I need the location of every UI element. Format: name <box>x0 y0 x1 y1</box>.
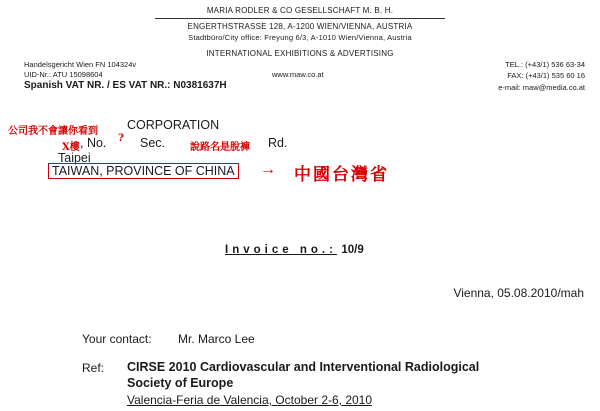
recipient-country: TAIWAN, PROVINCE OF CHINA <box>48 163 239 179</box>
handwritten-building: X樓 <box>62 142 80 153</box>
uid-number: UID-Nr.: ATU 15098604 <box>24 70 103 79</box>
recipient-city: Taipei <box>58 151 91 165</box>
handwritten-annotation: 中國台灣省 <box>294 165 389 185</box>
city-office: Stadtbüro/City office: Freyung 6/3, A-1010 Wien/Vienna, Austria <box>188 33 412 42</box>
recipient-number: , No. <box>80 136 107 150</box>
handwritten-company: 公司我不會讓你看到 <box>8 126 98 137</box>
vat-number: Spanish VAT NR. / ES VAT NR.: N0381637H <box>24 80 227 91</box>
contact-name: Mr. Marco Lee <box>178 332 255 346</box>
website: www.maw.co.at <box>272 70 324 79</box>
company-address: ENGERTHSTRASSE 128, A-1200 WIEN/VIENNA, AUSTRIA <box>187 22 413 31</box>
recipient-sec: Sec. <box>140 136 166 150</box>
reference-line-2: Society of Europe <box>127 376 234 390</box>
recipient-rd: Rd. <box>268 136 288 150</box>
header-divider <box>155 18 445 19</box>
invoice-number: 10/9 <box>341 244 364 256</box>
reference-line-1: CIRSE 2010 Cardiovascular and Interventional Radiological <box>127 360 480 374</box>
invoice-heading <box>225 240 364 258</box>
handwritten-road: 說路名是脫褲 <box>190 142 250 153</box>
red-arrow-icon: → <box>260 161 276 178</box>
reference-label: Ref: <box>82 361 105 375</box>
place-date: Vienna, 05.08.2010/mah <box>453 286 584 300</box>
fax: FAX: (+43/1) 535 60 16 <box>507 71 585 80</box>
recipient-corporation: CORPORATION <box>127 118 220 132</box>
contact-label: Your contact: <box>82 332 152 346</box>
reference-line-3: Valencia-Feria de Valencia, October 2-6, 2010 <box>127 393 373 407</box>
business-line: INTERNATIONAL EXHIBITIONS & ADVERTISING <box>206 49 394 58</box>
commercial-register: Handelsgericht Wien FN 104324v <box>24 60 137 69</box>
handwritten-number-mark: ? <box>118 133 124 144</box>
invoice-label: Invoice no.: <box>225 244 337 256</box>
telephone: TEL.: (+43/1) 536 63-34 <box>505 60 585 69</box>
email: e-mail: maw@media.co.at <box>498 83 585 92</box>
company-name: MARIA RODLER & CO GESELLSCHAFT M. B. H. <box>206 6 394 15</box>
